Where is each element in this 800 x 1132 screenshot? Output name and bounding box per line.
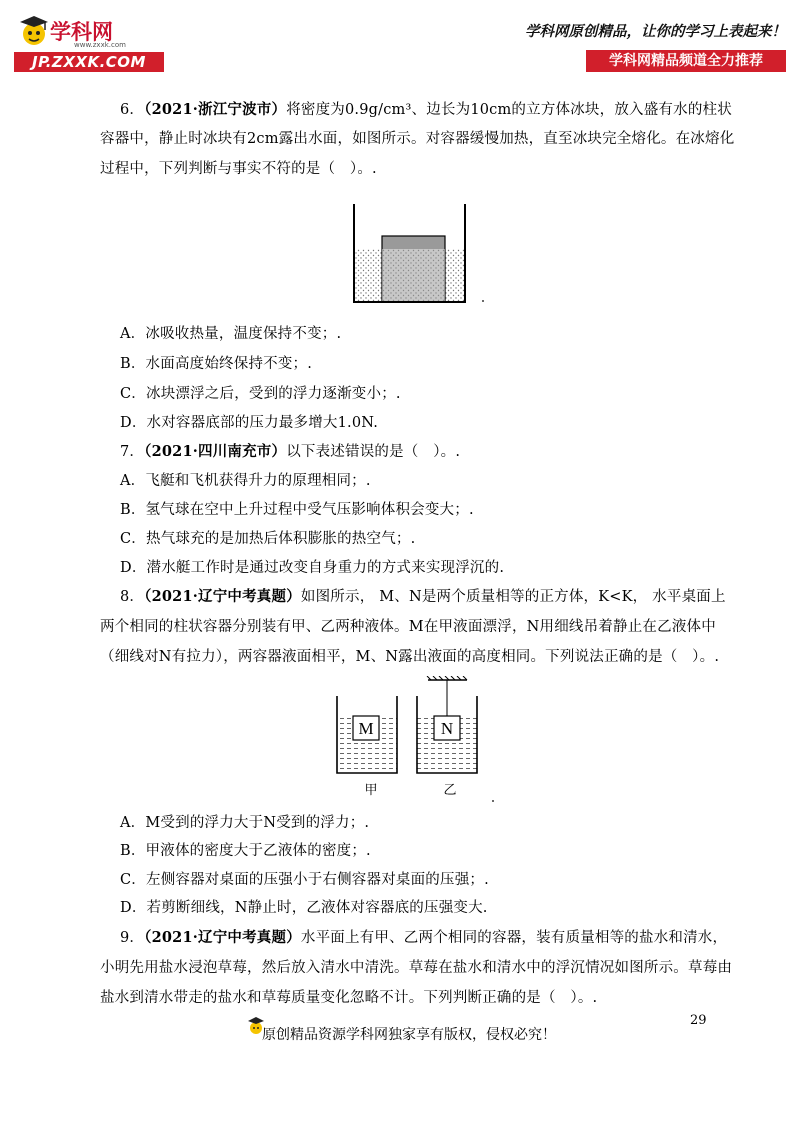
q7-option-a: A．飞艇和飞机获得升力的原理相同；. <box>120 473 371 489</box>
page-number: 29 <box>690 1013 707 1028</box>
logo-name: 学科网 <box>50 20 113 44</box>
mascot-icon <box>18 14 50 50</box>
q8-option-b: B．甲液体的密度大于乙液体的密度；. <box>120 843 371 859</box>
q8-label-m: M <box>358 719 374 738</box>
logo-url: www.zxxk.com <box>74 41 126 49</box>
q7-option-c: C．热气球充的是加热后体积膨胀的热空气；. <box>120 531 416 547</box>
q6-option-c: C．冰块漂浮之后，受到的浮力逐渐变小；. <box>120 386 401 402</box>
q9-line2: 小明先用盐水浸泡草莓，然后放入清水中清洗。草莓在盐水和清水中的浮沉情况如图所示。草莓由 <box>100 960 733 976</box>
q6-line1: 6．（2021·浙江宁波市）将密度为0.9g/cm³、边长为10cm的立方体冰块，放入盛有水的柱状 <box>120 101 732 118</box>
q8-label-yi: 乙 <box>443 783 457 798</box>
q8-label-n: N <box>440 719 454 738</box>
q9-line3: 盐水到清水带走的盐水和草莓质量变化忽略不计。下列判断正确的是（ ）。. <box>100 990 598 1006</box>
header-banner: 学科网精品频道全力推荐 <box>586 50 786 72</box>
q9-line1: 9．（2021·辽宁中考真题）水平面上有甲、乙两个相同的容器，装有质量相等的盐水和清水， <box>120 929 728 946</box>
q8-line2: 两个相同的柱状容器分别装有甲、乙两种液体。M在甲液面漂浮，N用细线吊着静止在乙液体中 <box>100 619 716 635</box>
logo-domain: JP.ZXXK.COM <box>14 52 164 72</box>
q8-line3: （细线对N有拉力），两容器液面相平，M、N露出液面的高度相同。下列说法正确的是（ ）。. <box>100 649 720 665</box>
q7-option-b: B．氢气球在空中上升过程中受气压影响体积会变大；. <box>120 502 474 518</box>
header-slogan: 学科网原创精品，让你的学习上表起来！ <box>525 23 786 40</box>
q8-option-a: A．M受到的浮力大于N受到的浮力；. <box>120 815 370 831</box>
q8-label-jia: 甲 <box>364 783 378 798</box>
q8-option-d: D．若剪断细线，N静止时，乙液体对容器底的压强变大. <box>120 900 488 916</box>
q6-line2: 容器中，静止时冰块有2cm露出水面，如图所示。对容器缓慢加热，直至冰块完全熔化。在冰熔化 <box>100 131 735 147</box>
footer-copyright: 原创精品资源学科网独家享有版权，侵权必究！ <box>262 1027 556 1043</box>
q8-option-c: C．左侧容器对桌面的压强小于右侧容器对桌面的压强；. <box>120 872 489 888</box>
q6-option-d: D．水对容器底部的压力最多增大1.0N. <box>120 415 379 431</box>
q8-figure <box>325 676 510 806</box>
q7-line1: 7．（2021·四川南充市）以下表述错误的是（ ）。. <box>120 443 461 460</box>
q6-option-b: B．水面高度始终保持不变；. <box>120 356 313 372</box>
q6-option-a: A．冰吸收热量，温度保持不变；. <box>120 326 342 342</box>
q8-line1: 8．（2021·辽宁中考真题）如图所示， M、N是两个质量相等的正方体，K<K， 水平桌面上 <box>120 588 726 605</box>
q6-figure <box>350 202 490 307</box>
site-logo[interactable] <box>14 14 164 74</box>
q7-option-d: D．潜水艇工作时是通过改变自身重力的方式来实现浮沉的. <box>120 560 505 576</box>
q6-line3: 过程中，下列判断与事实不符的是（ ）。. <box>100 161 377 177</box>
